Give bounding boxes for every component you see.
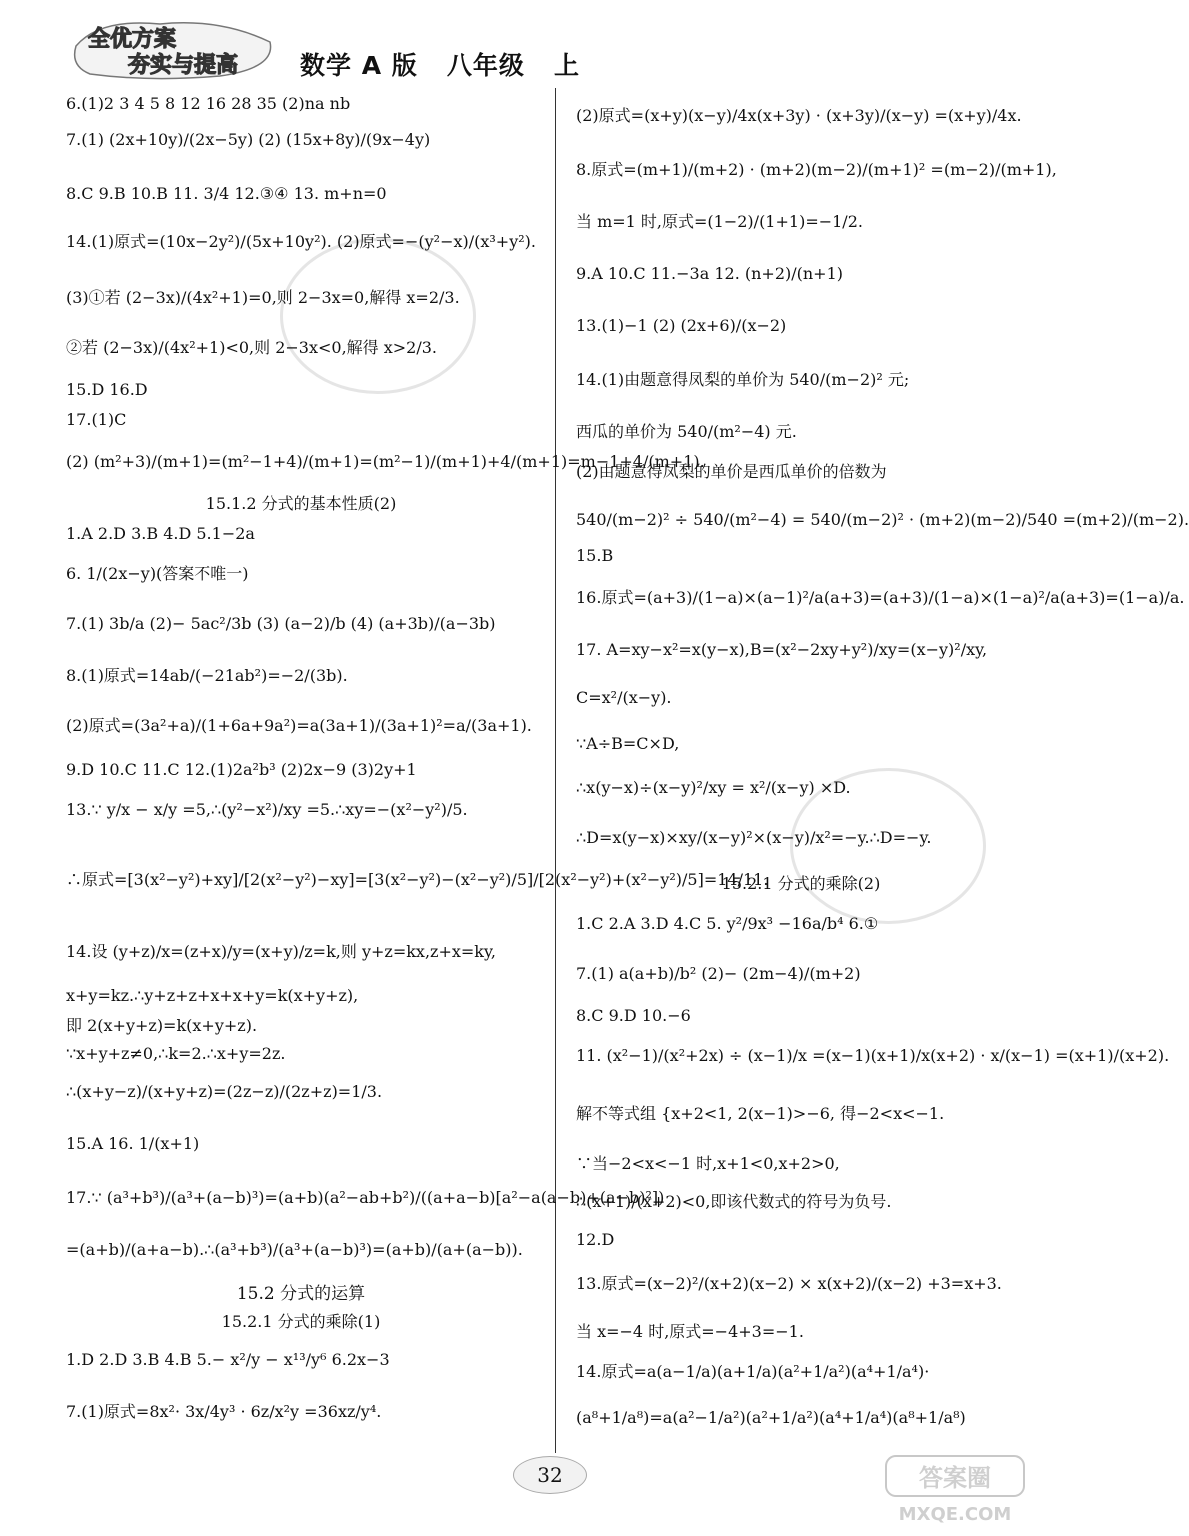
answer-line: 7.(1) 3b/a (2)− 5ac²/3b (3) (a−2)/b (4) (a+3b)/(a−3b): [66, 614, 496, 633]
answer-line: ∴(x+y−z)/(x+y+z)=(2z−z)/(2z+z)=1/3.: [66, 1082, 383, 1101]
answer-line: 11. (x²−1)/(x²+2x) ÷ (x−1)/x =(x−1)(x+1)/x(x+2) · x/(x−1) =(x+1)/(x+2).: [576, 1046, 1170, 1065]
answer-line: 当 m=1 时,原式=(1−2)/(1+1)=−1/2.: [576, 212, 863, 231]
answer-line: ∴(x+1)/(x+2)<0,即该代数式的符号为负号.: [576, 1192, 892, 1211]
answer-line: 13.∵ y/x − x/y =5,∴(y²−x²)/xy =5.∴xy=−(x²−y²)/5.: [66, 800, 468, 819]
site-watermark: [880, 1450, 1030, 1528]
answer-line: 17.(1)C: [66, 410, 127, 429]
header-title: 数学 A 版 八年级 上: [300, 51, 580, 80]
answer-line: 1.D 2.D 3.B 4.B 5.− x²/y − x¹³/y⁶ 6.2x−3: [66, 1350, 390, 1369]
answer-line: 8.C 9.D 10.−6: [576, 1006, 691, 1025]
logo-line2: 夯实与提高: [128, 53, 239, 78]
answer-line: 17. A=xy−x²=x(y−x),B=(x²−2xy+y²)/xy=(x−y)²/xy,: [576, 640, 988, 659]
answer-line: x+y=kz.∴y+z+z+x+x+y=k(x+y+z),: [66, 986, 359, 1005]
answer-line: 1.A 2.D 3.B 4.D 5.1−2a: [66, 524, 255, 543]
answer-line: ∵A÷B=C×D,: [576, 734, 680, 753]
answer-line: 9.A 10.C 11.−3a 12. (n+2)/(n+1): [576, 264, 844, 283]
answer-line: ∴x(y−x)÷(x−y)²/xy = x²/(x−y) ×D.: [576, 778, 851, 797]
section-heading: 15.1.2 分式的基本性质(2): [205, 494, 397, 513]
answer-line: 6.(1)2 3 4 5 8 12 16 28 35 (2)na nb: [66, 94, 351, 113]
answer-line: 7.(1) (2x+10y)/(2x−5y) (2) (15x+8y)/(9x−4y): [66, 130, 431, 149]
section-heading: 15.2 分式的运算: [236, 1284, 366, 1304]
answer-line: 15.B: [576, 546, 614, 565]
answer-line: 西瓜的单价为 540/(m²−4) 元.: [576, 422, 797, 441]
column-divider: [555, 88, 556, 1453]
answer-line: 14.(1)原式=(10x−2y²)/(5x+10y²). (2)原式=−(y²−x)/(x³+y²).: [66, 232, 536, 251]
answer-line: 14.设 (y+z)/x=(z+x)/y=(x+y)/z=k,则 y+z=kx,z+x=ky,: [66, 942, 496, 961]
answer-line: 解不等式组 {x+2<1, 2(x−1)>−6, 得−2<x<−1.: [576, 1104, 945, 1123]
answer-line: 12.D: [576, 1230, 615, 1249]
answer-line: (2)由题意得凤梨的单价是西瓜单价的倍数为: [576, 462, 887, 481]
answer-line: ∴D=x(y−x)×xy/(x−y)²×(x−y)/x²=−y.∴D=−y.: [576, 828, 932, 847]
answer-line: C=x²/(x−y).: [576, 688, 672, 707]
answer-line: 即 2(x+y+z)=k(x+y+z).: [66, 1016, 258, 1035]
watermark-stamp-left: [280, 238, 476, 394]
subsection-heading: 15.2.1 分式的乘除(2): [721, 874, 881, 893]
answer-line: 14.原式=a(a−1/a)(a+1/a)(a²+1/a²)(a⁴+1/a⁴)·: [576, 1362, 930, 1381]
answer-line: 13.(1)−1 (2) (2x+6)/(x−2): [576, 316, 787, 335]
answer-line: 7.(1)原式=8x²· 3x/4y³ · 6z/x²y =36xz/y⁴.: [66, 1402, 382, 1421]
answer-line: ∵当−2<x<−1 时,x+1<0,x+2>0,: [576, 1154, 840, 1173]
answer-line: 6. 1/(2x−y)(答案不唯一): [66, 564, 249, 583]
answer-line: (2)原式=(3a²+a)/(1+6a+9a²)=a(3a+1)/(3a+1)²=a/(3a+1).: [66, 716, 532, 735]
answer-line: 当 x=−4 时,原式=−4+3=−1.: [576, 1322, 804, 1341]
answer-line: ②若 (2−3x)/(4x²+1)<0,则 2−3x<0,解得 x>2/3.: [66, 338, 438, 357]
answer-line: 16.原式=(a+3)/(1−a)×(a−1)²/a(a+3)=(a+3)/(1−a)×(1−a)²/a(a+3)=(1−a)/a.: [576, 588, 1185, 607]
answer-line: ∴原式=[3(x²−y²)+xy]/[2(x²−y²)−xy]=[3(x²−y²)−(x²−y²)/5]/[2(x²−y²)+(x²−y²)/5]=14/11.: [66, 870, 769, 889]
answer-line: 8.原式=(m+1)/(m+2) · (m+2)(m−2)/(m+1)² =(m−2)/(m+1),: [576, 160, 1057, 179]
answer-line: 8.C 9.B 10.B 11. 3/4 12.③④ 13. m+n=0: [66, 184, 387, 203]
answer-line: 1.C 2.A 3.D 4.C 5. y²/9x³ −16a/b⁴ 6.①: [576, 914, 879, 933]
watermark-bottom: MXQE.COM: [898, 1504, 1012, 1525]
answer-line: 17.∵ (a³+b³)/(a³+(a−b)³)=(a+b)(a²−ab+b²)/((a+a−b)[a²−a(a−b)+(a−b)²]): [66, 1188, 665, 1207]
subsection-heading: 15.2.1 分式的乘除(1): [221, 1312, 381, 1331]
answer-line: =(a+b)/(a+a−b).∴(a³+b³)/(a³+(a−b)³)=(a+b)/(a+(a−b)).: [66, 1240, 523, 1259]
answer-line: 14.(1)由题意得凤梨的单价为 540/(m−2)² 元;: [576, 370, 910, 389]
answer-line: (a⁸+1/a⁸)=a(a²−1/a²)(a²+1/a²)(a⁴+1/a⁴)(a⁸+1/a⁸): [576, 1408, 966, 1427]
answer-line: (2)原式=(x+y)(x−y)/4x(x+3y) · (x+3y)/(x−y) =(x+y)/4x.: [576, 106, 1022, 125]
answer-line: 540/(m−2)² ÷ 540/(m²−4) = 540/(m−2)² · (m+2)(m−2)/540 =(m+2)/(m−2).: [576, 510, 1189, 529]
answer-line: 15.A 16. 1/(x+1): [66, 1134, 200, 1153]
series-logo: [70, 16, 280, 80]
answer-line: 15.D 16.D: [66, 380, 148, 399]
answer-line: 9.D 10.C 11.C 12.(1)2a²b³ (2)2x−9 (3)2y+1: [66, 760, 417, 779]
answer-line: (2) (m²+3)/(m+1)=(m²−1+4)/(m+1)=(m²−1)/(m+1)+4/(m+1)=m−1+4/(m+1).: [66, 452, 705, 471]
answer-line: (3)①若 (2−3x)/(4x²+1)=0,则 2−3x=0,解得 x=2/3.: [66, 288, 460, 307]
answer-line: ∵x+y+z≠0,∴k=2.∴x+y=2z.: [66, 1044, 286, 1063]
logo-line1: 全优方案: [88, 27, 177, 52]
watermark-top: 答案圈: [919, 1464, 991, 1492]
answer-line: 13.原式=(x−2)²/(x+2)(x−2) × x(x+2)/(x−2) +3=x+3.: [576, 1274, 1002, 1293]
page-number: 32: [513, 1456, 587, 1494]
answer-line: 8.(1)原式=14ab/(−21ab²)=−2/(3b).: [66, 666, 348, 685]
answer-line: 7.(1) a(a+b)/b² (2)− (2m−4)/(m+2): [576, 964, 861, 983]
